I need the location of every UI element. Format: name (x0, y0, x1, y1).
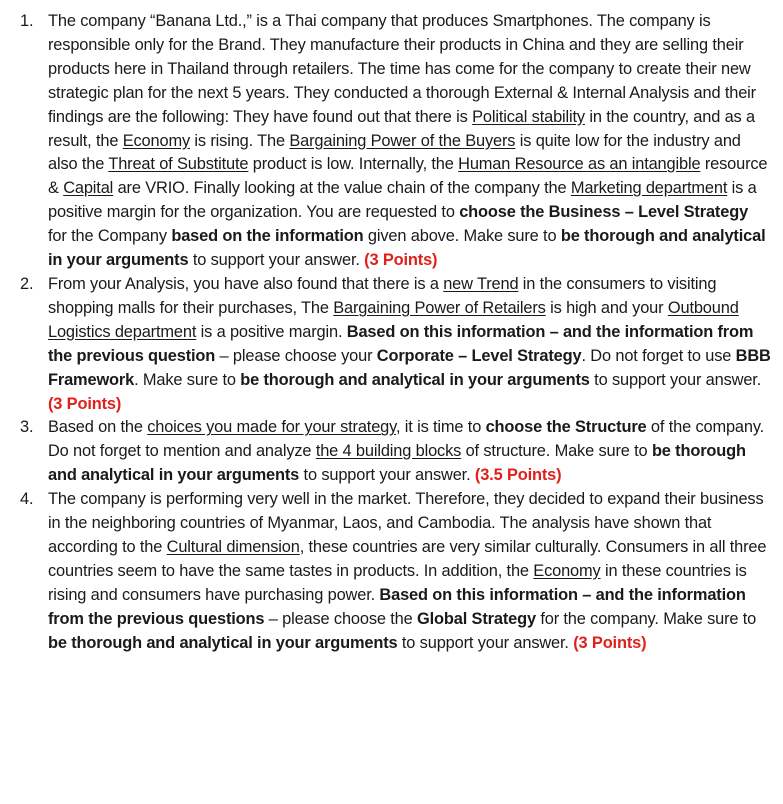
text-run: , it is time to (395, 418, 486, 437)
underlined-term: Capital (63, 179, 114, 198)
question-text (48, 12, 767, 269)
points-label: (3 Points) (364, 251, 438, 270)
question-number: 4. (20, 490, 34, 509)
text-run: in these countries is rising and consumers have purchasing power. (48, 561, 747, 604)
text-run: for the Company (48, 227, 172, 246)
question-number: 1. (20, 12, 34, 30)
text-run: . Make sure to (134, 370, 241, 389)
bold-emphasis: BBB Framework (48, 346, 771, 389)
text-run: of structure. Make sure to (461, 442, 652, 461)
question-number: 3. (20, 418, 34, 437)
text-run: product is low. Internally, the (248, 155, 459, 174)
bold-emphasis: be thorough and analytical in your arguments (240, 370, 590, 389)
text-run: given above. Make sure to (363, 227, 561, 246)
question-text (48, 490, 766, 651)
question-item (20, 10, 771, 273)
underlined-term: Threat of Substitute (108, 155, 249, 174)
question-item (20, 273, 771, 416)
bold-emphasis: be thorough and analytical in your arguments (48, 442, 746, 485)
underlined-term: Bargaining Power of Retailers (333, 298, 546, 317)
text-run: for the company. Make sure to (535, 609, 757, 628)
text-run: – please choose your (215, 346, 377, 365)
text-run: in the consumers to visiting shopping malls for their purchases, The (48, 274, 717, 317)
text-run: to support your answer. (589, 370, 762, 389)
text-run: The company “Banana Ltd.,” is a Thai company that produces Smartphones. The company is responsible only for the Brand. They manufacture their products in China and they are selling their products here in Thailand through retailers. The time has come for the company to create their new strategic plan for the next 5 years. They conducted a thorough External & Internal Analysis and their findings are the following: They have found out that there is (48, 12, 756, 126)
points-label: (3 Points) (48, 394, 122, 413)
underlined-term: new Trend (443, 274, 519, 293)
bold-emphasis: choose the Structure (485, 418, 647, 437)
text-run: is a positive margin for the organization. You are requested to (48, 179, 757, 222)
underlined-term: Marketing department (570, 179, 728, 198)
underlined-term: Economy (122, 131, 191, 150)
text-run: From your Analysis, you have also found that there is a (48, 274, 444, 293)
underlined-term: Outbound Logistics department (48, 298, 739, 341)
text-run: Based on the (48, 418, 148, 437)
question-item (20, 416, 771, 488)
underlined-term: Economy (533, 561, 601, 580)
text-run: The company is performing very well in the market. Therefore, they decided to expand their business in the neighboring countries of Myanmar, Laos, and Cambodia. The analysis have shown that according to the (48, 490, 764, 556)
question-item (20, 488, 771, 655)
points-label: (3 Points) (573, 633, 647, 652)
text-run: is quite low for the industry and also the (48, 131, 741, 174)
question-text (48, 275, 771, 413)
bold-emphasis: Based on this information – and the information from the previous questions (48, 585, 746, 628)
text-run: – please choose the (264, 609, 418, 628)
text-run: is rising. The (190, 131, 290, 150)
underlined-term: choices you made for your strategy (147, 418, 396, 437)
bold-emphasis: be thorough and analytical in your arguments (48, 227, 766, 270)
points-label: (3.5 Points) (474, 466, 562, 485)
underlined-term: Cultural dimension (166, 537, 300, 556)
bold-emphasis: based on the information (171, 227, 364, 246)
bold-emphasis: Based on this information – and the information from the previous question (48, 322, 754, 365)
underlined-term: Political stability (472, 107, 585, 126)
text-run: , these countries are very similar culturally. Consumers in all three countries seem to have the same tastes in products. In addition, the (48, 537, 767, 580)
bold-emphasis: be thorough and analytical in your arguments (48, 633, 398, 652)
underlined-term: Human Resource as an intangible (458, 155, 701, 174)
text-run: is high and your (545, 298, 668, 317)
bold-emphasis: choose the Business – Level Strategy (459, 203, 749, 222)
text-run: to support your answer. (397, 633, 574, 652)
text-run: resource & (48, 155, 768, 198)
text-run: to support your answer. (299, 466, 475, 485)
text-run: of the company. Do not forget to mention and analyze (48, 418, 765, 461)
question-list (20, 10, 771, 655)
bold-emphasis: Global Strategy (417, 609, 536, 628)
underlined-term: the 4 building blocks (315, 442, 462, 461)
underlined-term: Bargaining Power of the Buyers (289, 131, 516, 150)
text-run: is a positive margin. (196, 322, 347, 341)
question-text (48, 418, 764, 484)
text-run: are VRIO. Finally looking at the value chain of the company the (113, 179, 571, 198)
question-number: 2. (20, 274, 34, 293)
text-run: to support your answer. (188, 251, 365, 270)
text-run: . Do not forget to use (581, 346, 736, 365)
bold-emphasis: Corporate – Level Strategy (376, 346, 582, 365)
text-run: in the country, and as a result, the (48, 107, 755, 150)
